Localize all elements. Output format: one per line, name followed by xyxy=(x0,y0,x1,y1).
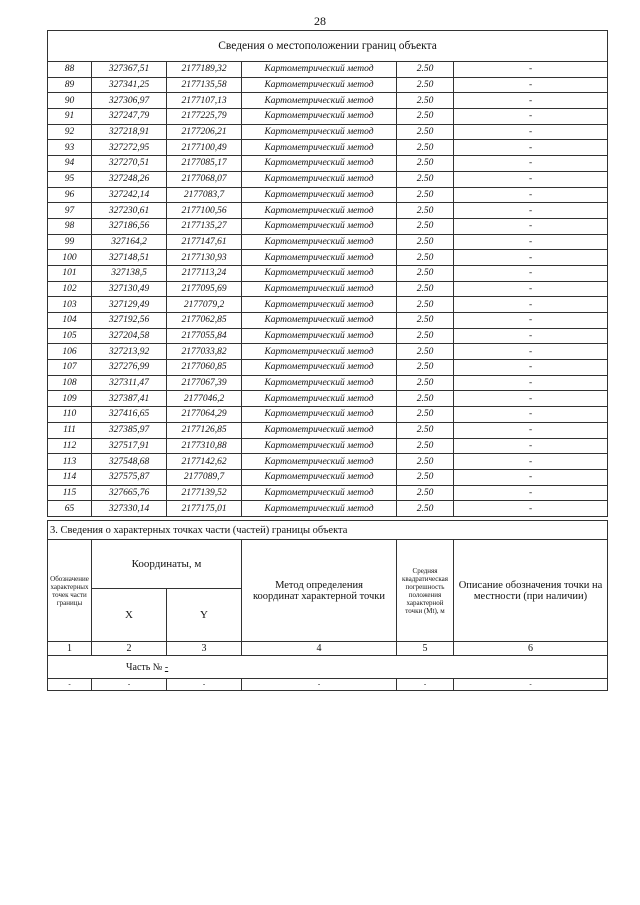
method-cell: Картометрический метод xyxy=(242,62,397,78)
method-cell: Картометрический метод xyxy=(242,234,397,250)
x-coordinate-cell: 327186,56 xyxy=(92,218,167,234)
empty-cell: - xyxy=(454,679,608,691)
boundary-location-table xyxy=(47,30,608,517)
table-row xyxy=(48,77,608,93)
description-cell: - xyxy=(454,250,608,266)
point-id-cell: 101 xyxy=(48,265,92,281)
point-id-cell: 111 xyxy=(48,422,92,438)
method-cell: Картометрический метод xyxy=(242,171,397,187)
y-coordinate-cell: 2177135,27 xyxy=(167,218,242,234)
accuracy-cell: 2.50 xyxy=(397,234,454,250)
accuracy-cell: 2.50 xyxy=(397,328,454,344)
method-cell: Картометрический метод xyxy=(242,297,397,313)
point-id-cell: 110 xyxy=(48,407,92,423)
accuracy-cell: 2.50 xyxy=(397,297,454,313)
y-coordinate-cell: 2177100,49 xyxy=(167,140,242,156)
header-x: X xyxy=(92,589,167,642)
y-coordinate-cell: 2177126,85 xyxy=(167,422,242,438)
y-coordinate-cell: 2177055,84 xyxy=(167,328,242,344)
method-cell: Картометрический метод xyxy=(242,203,397,219)
accuracy-cell: 2.50 xyxy=(397,203,454,219)
y-coordinate-cell: 2177135,58 xyxy=(167,77,242,93)
y-coordinate-cell: 2177206,21 xyxy=(167,124,242,140)
table-row xyxy=(48,501,608,517)
x-coordinate-cell: 327248,26 xyxy=(92,171,167,187)
table-row xyxy=(48,438,608,454)
point-id-cell: 115 xyxy=(48,485,92,501)
y-coordinate-cell: 2177139,52 xyxy=(167,485,242,501)
description-cell: - xyxy=(454,313,608,329)
description-cell: - xyxy=(454,203,608,219)
x-coordinate-cell: 327204,58 xyxy=(92,328,167,344)
accuracy-cell: 2.50 xyxy=(397,391,454,407)
point-id-cell: 113 xyxy=(48,454,92,470)
x-coordinate-cell: 327272,95 xyxy=(92,140,167,156)
table-row xyxy=(48,344,608,360)
method-cell: Картометрический метод xyxy=(242,93,397,109)
header-method: Метод определения координат характерной точки xyxy=(242,540,397,642)
method-cell: Картометрический метод xyxy=(242,360,397,376)
table-row xyxy=(48,109,608,125)
section-3-title: 3. Сведения о характерных точках части (частей) границы объекта xyxy=(48,521,608,540)
point-id-cell: 105 xyxy=(48,328,92,344)
method-cell: Картометрический метод xyxy=(242,454,397,470)
y-coordinate-cell: 2177062,85 xyxy=(167,313,242,329)
y-coordinate-cell: 2177189,32 xyxy=(167,62,242,78)
table-row xyxy=(48,454,608,470)
table-row xyxy=(48,140,608,156)
point-id-cell: 107 xyxy=(48,360,92,376)
x-coordinate-cell: 327164,2 xyxy=(92,234,167,250)
method-cell: Картометрический метод xyxy=(242,407,397,423)
y-coordinate-cell: 2177046,2 xyxy=(167,391,242,407)
y-coordinate-cell: 2177079,2 xyxy=(167,297,242,313)
header-y: Y xyxy=(167,589,242,642)
accuracy-cell: 2.50 xyxy=(397,77,454,93)
method-cell: Картометрический метод xyxy=(242,501,397,517)
accuracy-cell: 2.50 xyxy=(397,187,454,203)
x-coordinate-cell: 327138,5 xyxy=(92,265,167,281)
point-id-cell: 104 xyxy=(48,313,92,329)
accuracy-cell: 2.50 xyxy=(397,360,454,376)
x-coordinate-cell: 327192,56 xyxy=(92,313,167,329)
section-2-title: Сведения о местоположении границ объекта xyxy=(48,31,608,62)
table-row xyxy=(48,93,608,109)
x-coordinate-cell: 327218,91 xyxy=(92,124,167,140)
table-row xyxy=(48,62,608,78)
part-value: - xyxy=(164,661,169,673)
table-row xyxy=(48,375,608,391)
accuracy-cell: 2.50 xyxy=(397,454,454,470)
column-number: 4 xyxy=(242,642,397,656)
point-id-cell: 93 xyxy=(48,140,92,156)
accuracy-cell: 2.50 xyxy=(397,375,454,391)
method-cell: Картометрический метод xyxy=(242,281,397,297)
x-coordinate-cell: 327242,14 xyxy=(92,187,167,203)
y-coordinate-cell: 2177068,07 xyxy=(167,171,242,187)
column-number: 3 xyxy=(167,642,242,656)
header-point-label: Обозначение характерных точек части границы xyxy=(48,540,92,642)
y-coordinate-cell: 2177113,24 xyxy=(167,265,242,281)
accuracy-cell: 2.50 xyxy=(397,156,454,172)
point-id-cell: 92 xyxy=(48,124,92,140)
description-cell: - xyxy=(454,265,608,281)
description-cell: - xyxy=(454,422,608,438)
description-cell: - xyxy=(454,438,608,454)
part-points-table xyxy=(47,520,608,691)
y-coordinate-cell: 2177060,85 xyxy=(167,360,242,376)
table-row xyxy=(48,328,608,344)
point-id-cell: 112 xyxy=(48,438,92,454)
y-coordinate-cell: 2177310,88 xyxy=(167,438,242,454)
table-row xyxy=(48,203,608,219)
point-id-cell: 100 xyxy=(48,250,92,266)
description-cell: - xyxy=(454,187,608,203)
description-cell: - xyxy=(454,501,608,517)
description-cell: - xyxy=(454,124,608,140)
method-cell: Картометрический метод xyxy=(242,187,397,203)
x-coordinate-cell: 327517,91 xyxy=(92,438,167,454)
header-coordinates: Координаты, м xyxy=(92,540,242,589)
method-cell: Картометрический метод xyxy=(242,156,397,172)
x-coordinate-cell: 327247,79 xyxy=(92,109,167,125)
x-coordinate-cell: 327230,61 xyxy=(92,203,167,219)
accuracy-cell: 2.50 xyxy=(397,62,454,78)
column-number: 6 xyxy=(454,642,608,656)
description-cell: - xyxy=(454,375,608,391)
description-cell: - xyxy=(454,469,608,485)
method-cell: Картометрический метод xyxy=(242,422,397,438)
point-id-cell: 98 xyxy=(48,218,92,234)
x-coordinate-cell: 327129,49 xyxy=(92,297,167,313)
table-row xyxy=(48,171,608,187)
point-id-cell: 114 xyxy=(48,469,92,485)
table-row xyxy=(48,234,608,250)
description-cell: - xyxy=(454,171,608,187)
x-coordinate-cell: 327330,14 xyxy=(92,501,167,517)
empty-cell: - xyxy=(92,679,167,691)
accuracy-cell: 2.50 xyxy=(397,469,454,485)
x-coordinate-cell: 327416,65 xyxy=(92,407,167,423)
part-number-row xyxy=(48,656,608,679)
description-cell: - xyxy=(454,454,608,470)
point-id-cell: 97 xyxy=(48,203,92,219)
x-coordinate-cell: 327276,99 xyxy=(92,360,167,376)
description-cell: - xyxy=(454,234,608,250)
accuracy-cell: 2.50 xyxy=(397,501,454,517)
description-cell: - xyxy=(454,297,608,313)
description-cell: - xyxy=(454,328,608,344)
y-coordinate-cell: 2177147,61 xyxy=(167,234,242,250)
header-description: Описание обозначения точки на местности (при наличии) xyxy=(454,540,608,642)
accuracy-cell: 2.50 xyxy=(397,485,454,501)
description-cell: - xyxy=(454,140,608,156)
point-id-cell: 91 xyxy=(48,109,92,125)
table-row xyxy=(48,250,608,266)
method-cell: Картометрический метод xyxy=(242,485,397,501)
description-cell: - xyxy=(454,407,608,423)
x-coordinate-cell: 327270,51 xyxy=(92,156,167,172)
table-row xyxy=(48,391,608,407)
y-coordinate-cell: 2177067,39 xyxy=(167,375,242,391)
description-cell: - xyxy=(454,156,608,172)
description-cell: - xyxy=(454,485,608,501)
x-coordinate-cell: 327385,97 xyxy=(92,422,167,438)
y-coordinate-cell: 2177064,29 xyxy=(167,407,242,423)
y-coordinate-cell: 2177130,93 xyxy=(167,250,242,266)
method-cell: Картометрический метод xyxy=(242,109,397,125)
x-coordinate-cell: 327311,47 xyxy=(92,375,167,391)
accuracy-cell: 2.50 xyxy=(397,140,454,156)
y-coordinate-cell: 2177033,82 xyxy=(167,344,242,360)
table-row xyxy=(48,281,608,297)
method-cell: Картометрический метод xyxy=(242,124,397,140)
part-label: Часть № xyxy=(126,661,163,673)
method-cell: Картометрический метод xyxy=(242,469,397,485)
empty-cell: - xyxy=(48,679,92,691)
empty-cell: - xyxy=(167,679,242,691)
table-row xyxy=(48,407,608,423)
description-cell: - xyxy=(454,360,608,376)
column-number: 5 xyxy=(397,642,454,656)
table-row xyxy=(48,156,608,172)
description-cell: - xyxy=(454,281,608,297)
point-id-cell: 109 xyxy=(48,391,92,407)
table-row xyxy=(48,124,608,140)
table-row xyxy=(48,265,608,281)
table-row xyxy=(48,360,608,376)
table-row xyxy=(48,218,608,234)
accuracy-cell: 2.50 xyxy=(397,109,454,125)
table-row xyxy=(48,187,608,203)
y-coordinate-cell: 2177225,79 xyxy=(167,109,242,125)
y-coordinate-cell: 2177095,69 xyxy=(167,281,242,297)
table-row xyxy=(48,313,608,329)
header-accuracy: Средняя квадратическая погрешность положения характерной точки (Mt), м xyxy=(397,540,454,642)
method-cell: Картометрический метод xyxy=(242,438,397,454)
accuracy-cell: 2.50 xyxy=(397,313,454,329)
point-id-cell: 65 xyxy=(48,501,92,517)
x-coordinate-cell: 327341,25 xyxy=(92,77,167,93)
y-coordinate-cell: 2177089,7 xyxy=(167,469,242,485)
x-coordinate-cell: 327575,87 xyxy=(92,469,167,485)
point-id-cell: 99 xyxy=(48,234,92,250)
x-coordinate-cell: 327306,97 xyxy=(92,93,167,109)
x-coordinate-cell: 327665,76 xyxy=(92,485,167,501)
x-coordinate-cell: 327367,51 xyxy=(92,62,167,78)
description-cell: - xyxy=(454,109,608,125)
accuracy-cell: 2.50 xyxy=(397,250,454,266)
x-coordinate-cell: 327548,68 xyxy=(92,454,167,470)
point-id-cell: 90 xyxy=(48,93,92,109)
description-cell: - xyxy=(454,391,608,407)
table-row xyxy=(48,297,608,313)
description-cell: - xyxy=(454,62,608,78)
x-coordinate-cell: 327387,41 xyxy=(92,391,167,407)
column-number: 2 xyxy=(92,642,167,656)
method-cell: Картометрический метод xyxy=(242,265,397,281)
method-cell: Картометрический метод xyxy=(242,77,397,93)
y-coordinate-cell: 2177142,62 xyxy=(167,454,242,470)
table-row xyxy=(48,422,608,438)
accuracy-cell: 2.50 xyxy=(397,344,454,360)
table-row xyxy=(48,485,608,501)
x-coordinate-cell: 327148,51 xyxy=(92,250,167,266)
accuracy-cell: 2.50 xyxy=(397,93,454,109)
accuracy-cell: 2.50 xyxy=(397,438,454,454)
description-cell: - xyxy=(454,218,608,234)
x-coordinate-cell: 327130,49 xyxy=(92,281,167,297)
method-cell: Картометрический метод xyxy=(242,140,397,156)
empty-cell: - xyxy=(397,679,454,691)
point-id-cell: 88 xyxy=(48,62,92,78)
method-cell: Картометрический метод xyxy=(242,391,397,407)
y-coordinate-cell: 2177175,01 xyxy=(167,501,242,517)
point-id-cell: 108 xyxy=(48,375,92,391)
method-cell: Картометрический метод xyxy=(242,313,397,329)
point-id-cell: 94 xyxy=(48,156,92,172)
y-coordinate-cell: 2177100,56 xyxy=(167,203,242,219)
column-number: 1 xyxy=(48,642,92,656)
accuracy-cell: 2.50 xyxy=(397,265,454,281)
point-id-cell: 96 xyxy=(48,187,92,203)
accuracy-cell: 2.50 xyxy=(397,422,454,438)
empty-cell: - xyxy=(242,679,397,691)
table-row xyxy=(48,469,608,485)
x-coordinate-cell: 327213,92 xyxy=(92,344,167,360)
y-coordinate-cell: 2177107,13 xyxy=(167,93,242,109)
point-id-cell: 102 xyxy=(48,281,92,297)
description-cell: - xyxy=(454,77,608,93)
description-cell: - xyxy=(454,344,608,360)
accuracy-cell: 2.50 xyxy=(397,124,454,140)
method-cell: Картометрический метод xyxy=(242,328,397,344)
method-cell: Картометрический метод xyxy=(242,218,397,234)
page-number: 28 xyxy=(314,14,326,28)
method-cell: Картометрический метод xyxy=(242,344,397,360)
point-id-cell: 106 xyxy=(48,344,92,360)
y-coordinate-cell: 2177083,7 xyxy=(167,187,242,203)
method-cell: Картометрический метод xyxy=(242,250,397,266)
y-coordinate-cell: 2177085,17 xyxy=(167,156,242,172)
description-cell: - xyxy=(454,93,608,109)
accuracy-cell: 2.50 xyxy=(397,218,454,234)
point-id-cell: 95 xyxy=(48,171,92,187)
method-cell: Картометрический метод xyxy=(242,375,397,391)
point-id-cell: 103 xyxy=(48,297,92,313)
accuracy-cell: 2.50 xyxy=(397,407,454,423)
point-id-cell: 89 xyxy=(48,77,92,93)
accuracy-cell: 2.50 xyxy=(397,171,454,187)
accuracy-cell: 2.50 xyxy=(397,281,454,297)
